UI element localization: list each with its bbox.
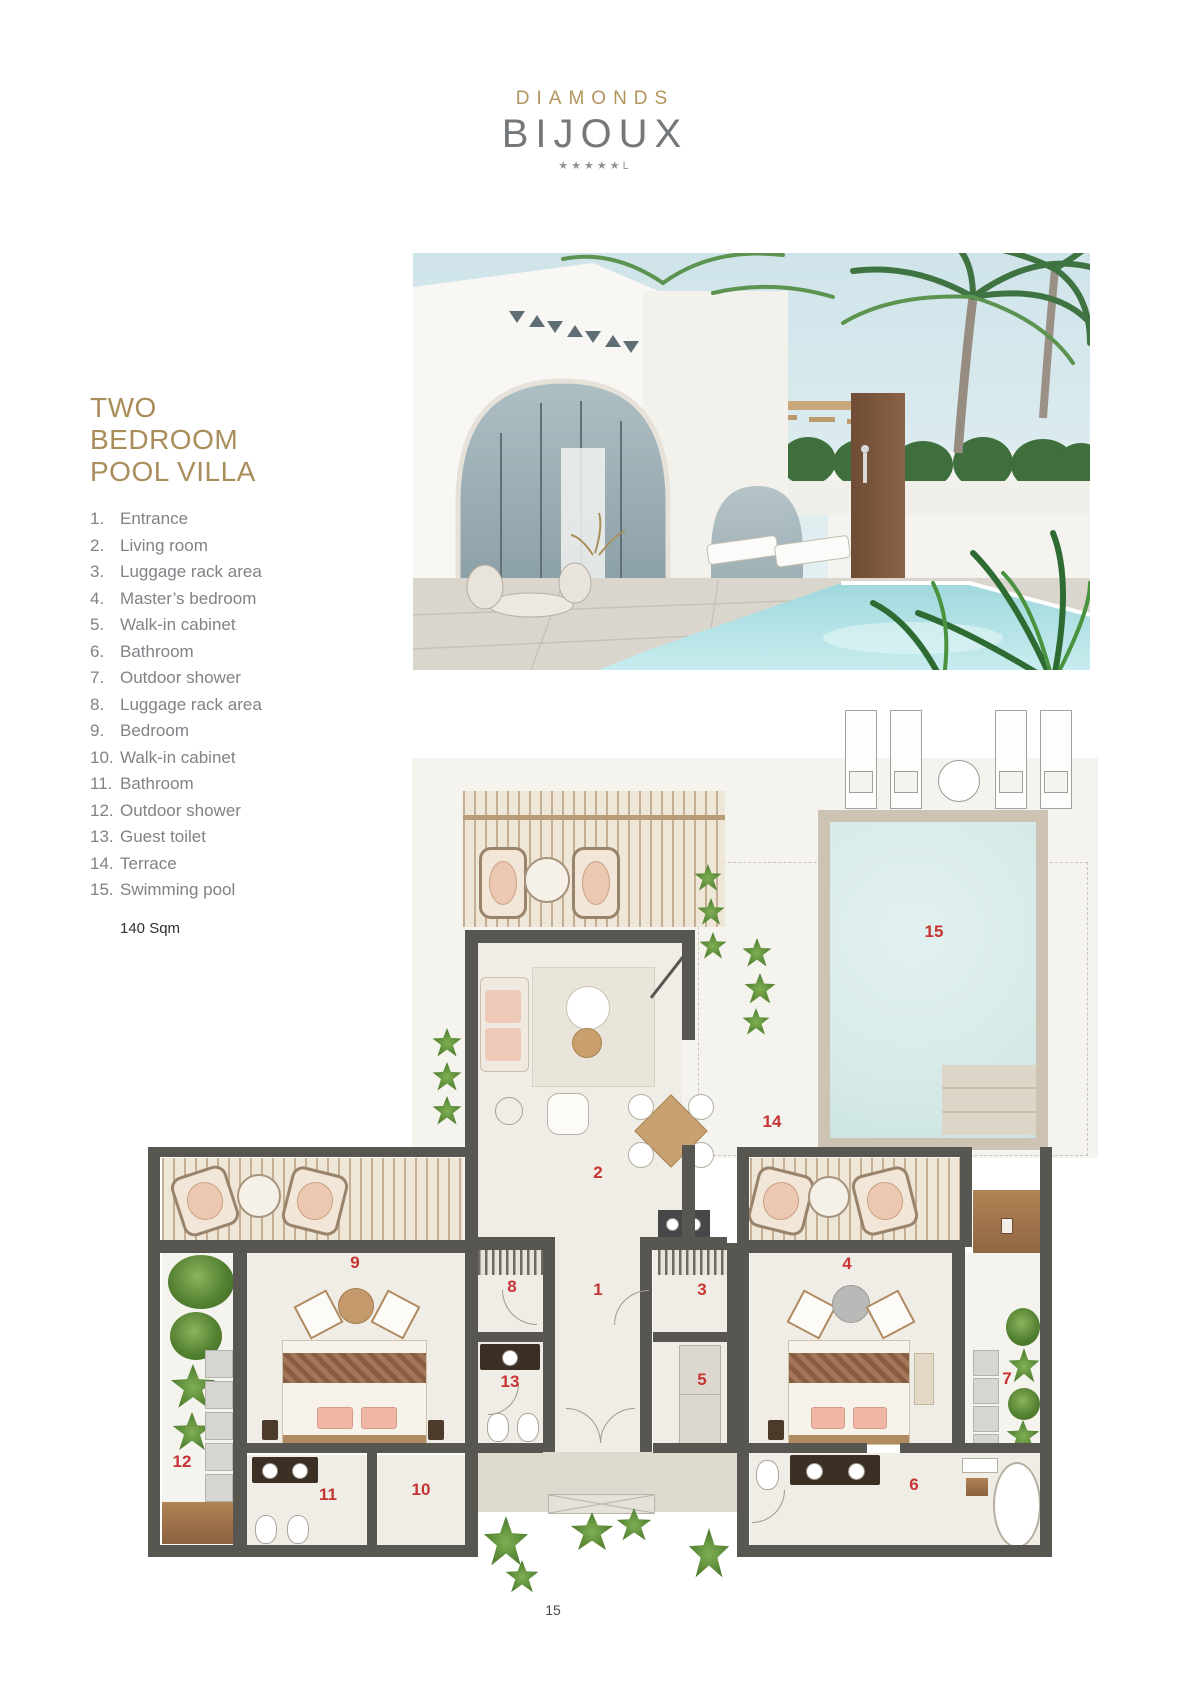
legend-item-number: 15.	[90, 880, 114, 899]
sun-lounger	[995, 710, 1027, 809]
legend-item-label: Luggage rack area	[120, 562, 262, 581]
armchair	[547, 1093, 589, 1135]
legend-item-number: 14.	[90, 853, 114, 873]
sun-lounger	[1040, 710, 1072, 809]
legend-item-number: 11.	[90, 774, 113, 793]
plant	[1006, 1308, 1040, 1346]
wall	[900, 1443, 1052, 1453]
bathroom-vanity	[252, 1457, 318, 1483]
dining-chair	[688, 1094, 714, 1120]
sun-lounger	[890, 710, 922, 809]
nightstand	[262, 1420, 278, 1440]
legend-item	[90, 665, 320, 692]
nightstand	[768, 1420, 784, 1440]
legend-item-label: Luggage rack area	[120, 694, 262, 714]
legend-item-number: 13.	[90, 827, 114, 846]
legend-item	[90, 612, 320, 639]
round-table	[338, 1288, 374, 1324]
legend-item	[90, 745, 320, 772]
wall	[478, 1332, 543, 1342]
logo-brand-text: DIAMONDS	[515, 88, 675, 109]
toilet	[487, 1413, 509, 1442]
stars-suffix: L	[622, 160, 632, 172]
wall	[148, 1545, 478, 1557]
legend-item	[90, 824, 320, 851]
logo	[395, 88, 795, 172]
shower-tray	[205, 1381, 233, 1409]
shower-tray	[205, 1412, 233, 1440]
plant	[505, 1560, 539, 1594]
plant	[688, 1528, 730, 1580]
legend-item-label: Guest toilet	[120, 827, 206, 846]
bidet	[517, 1413, 539, 1442]
patio-table	[808, 1176, 850, 1218]
legend-item	[90, 533, 320, 560]
villa-title-line: POOL VILLA	[90, 456, 256, 487]
logo-name-text: BIJOUX	[501, 112, 689, 156]
sofa-cushion	[485, 1028, 521, 1061]
wall	[749, 1240, 965, 1253]
legend-item-label: Walk-in cabinet	[120, 747, 236, 767]
wall	[478, 1443, 543, 1453]
luggage-rack	[658, 1247, 727, 1275]
shower-tray	[973, 1350, 999, 1376]
plant	[570, 1512, 614, 1552]
legend-item-number: 9.	[90, 721, 105, 740]
luggage-rack	[478, 1247, 543, 1275]
legend-item-label: Walk-in cabinet	[120, 615, 236, 634]
toilet	[255, 1515, 277, 1544]
villa-photo	[413, 253, 1090, 670]
legend-item-number: 1.	[90, 509, 105, 528]
legend-item	[90, 639, 320, 666]
legend-item-label: Outdoor shower	[120, 668, 241, 687]
stool	[966, 1478, 988, 1496]
plant	[1008, 1388, 1040, 1420]
toilet	[756, 1460, 779, 1490]
legend-item-number: 8.	[90, 694, 105, 714]
legend-item-number: 4.	[90, 588, 105, 608]
wall	[653, 1443, 737, 1453]
stars-icon: ★★★★★	[558, 160, 623, 172]
wall	[148, 1147, 468, 1157]
side-table	[572, 1028, 602, 1058]
nightstand	[428, 1420, 444, 1440]
wall	[1040, 1147, 1052, 1557]
wall	[465, 930, 695, 943]
page-number: 15	[545, 1602, 561, 1618]
wall	[737, 1147, 972, 1157]
patio-table	[237, 1174, 281, 1218]
room-number-label: 2	[593, 1163, 603, 1182]
legend-item	[90, 798, 320, 825]
wall	[160, 1240, 478, 1253]
villa-title-line: BEDROOM	[90, 424, 239, 455]
legend-item-label: Bedroom	[120, 721, 189, 740]
sofa	[480, 977, 529, 1072]
wall	[543, 1250, 555, 1452]
walk-in-cabinet-10	[377, 1455, 465, 1545]
wall	[148, 1147, 160, 1557]
plant	[483, 1516, 529, 1568]
wall	[465, 930, 478, 1147]
wall	[640, 1237, 727, 1250]
wall	[653, 1332, 727, 1342]
logo-star-rating	[395, 159, 795, 172]
wall	[640, 1250, 652, 1452]
legend-item-label: Master’s bedroom	[120, 588, 257, 608]
legend-item-number: 7.	[90, 668, 105, 687]
wall	[952, 1253, 965, 1453]
plant	[168, 1255, 234, 1309]
wall	[737, 1147, 749, 1553]
patio-table	[524, 857, 570, 903]
bed	[788, 1340, 910, 1445]
pool-side-table	[938, 760, 980, 802]
legend-item-number: 3.	[90, 562, 105, 581]
room-number-label: 5	[697, 1370, 707, 1389]
room-number-label: 8	[507, 1277, 517, 1296]
room-number-label: 3	[697, 1280, 707, 1299]
room-legend	[90, 506, 320, 904]
villa-title	[90, 392, 320, 488]
room-number-label: 10	[411, 1480, 431, 1499]
room-number-label: 4	[842, 1254, 852, 1273]
area-size: 140 Sqm	[120, 919, 181, 937]
bidet	[287, 1515, 309, 1544]
room-number-label: 6	[909, 1475, 919, 1494]
villa-title-line: TWO	[90, 392, 157, 423]
room-number-label: 1	[593, 1280, 603, 1299]
legend-item-number: 5.	[90, 615, 105, 634]
sofa-cushion	[485, 990, 521, 1023]
room-number-label: 14	[762, 1112, 782, 1131]
sun-lounger	[845, 710, 877, 809]
wardrobe	[679, 1345, 721, 1445]
swimming-pool	[818, 810, 1048, 1150]
shower-tray	[973, 1406, 999, 1432]
legend-item	[90, 851, 320, 878]
dining-chair	[628, 1094, 654, 1120]
wall	[465, 1147, 478, 1555]
shower-deck	[162, 1502, 233, 1544]
wall	[960, 1147, 972, 1247]
room-number-label: 13	[500, 1372, 520, 1391]
legend-item-label: Bathroom	[120, 641, 194, 661]
wall	[737, 1443, 867, 1453]
round-table	[832, 1285, 870, 1323]
wall	[247, 1443, 465, 1453]
bench	[914, 1353, 934, 1405]
legend-item	[90, 506, 320, 533]
bathroom-vanity	[790, 1455, 880, 1485]
room-number-label: 12	[172, 1452, 192, 1471]
legend-item-number: 12.	[90, 800, 114, 820]
ceiling-fan-icon	[495, 1097, 523, 1125]
legend-item-label: Bathroom	[120, 774, 194, 793]
legend-item	[90, 771, 320, 798]
shower-tray	[205, 1474, 233, 1502]
legend-item	[90, 692, 320, 719]
steps	[548, 1494, 655, 1514]
room-number-label: 9	[350, 1253, 360, 1272]
room-number-label: 15	[924, 922, 944, 941]
legend-item-number: 10.	[90, 747, 114, 767]
lounge-chair	[572, 847, 620, 919]
room-number-label: 7	[1002, 1369, 1012, 1388]
room-number-label: 11	[319, 1485, 337, 1504]
lounge-chair	[479, 847, 527, 919]
bed	[282, 1340, 427, 1445]
legend-item-label: Terrace	[120, 853, 177, 873]
towel-rack	[962, 1458, 998, 1473]
legend-item	[90, 559, 320, 586]
villa-photo-art	[413, 253, 1090, 670]
legend-item-label: Entrance	[120, 509, 189, 528]
pool-steps	[942, 1065, 1036, 1135]
shower-tray	[205, 1443, 233, 1471]
wall	[233, 1253, 247, 1555]
legend-item	[90, 586, 320, 613]
legend-item-label: Outdoor shower	[120, 800, 241, 820]
wall	[682, 930, 695, 1040]
dining-chair	[628, 1142, 654, 1168]
pergola-beam	[463, 815, 725, 820]
wall	[682, 1145, 695, 1243]
wall	[727, 1243, 737, 1453]
legend-item	[90, 877, 320, 904]
wall	[465, 1237, 555, 1250]
coffee-table	[566, 986, 610, 1030]
shower-tray	[205, 1350, 233, 1378]
guest-toilet-vanity	[480, 1344, 540, 1370]
wall	[737, 1545, 1052, 1557]
bathtub	[993, 1462, 1041, 1548]
villa-info-panel	[90, 392, 320, 937]
legend-item-label: Living room	[120, 535, 208, 555]
legend-item	[90, 718, 320, 745]
legend-item-number: 6.	[90, 641, 105, 661]
legend-item-label: Swimming pool	[120, 880, 236, 899]
legend-item-number: 2.	[90, 535, 105, 555]
wall	[367, 1453, 377, 1553]
shower-tray	[973, 1378, 999, 1404]
